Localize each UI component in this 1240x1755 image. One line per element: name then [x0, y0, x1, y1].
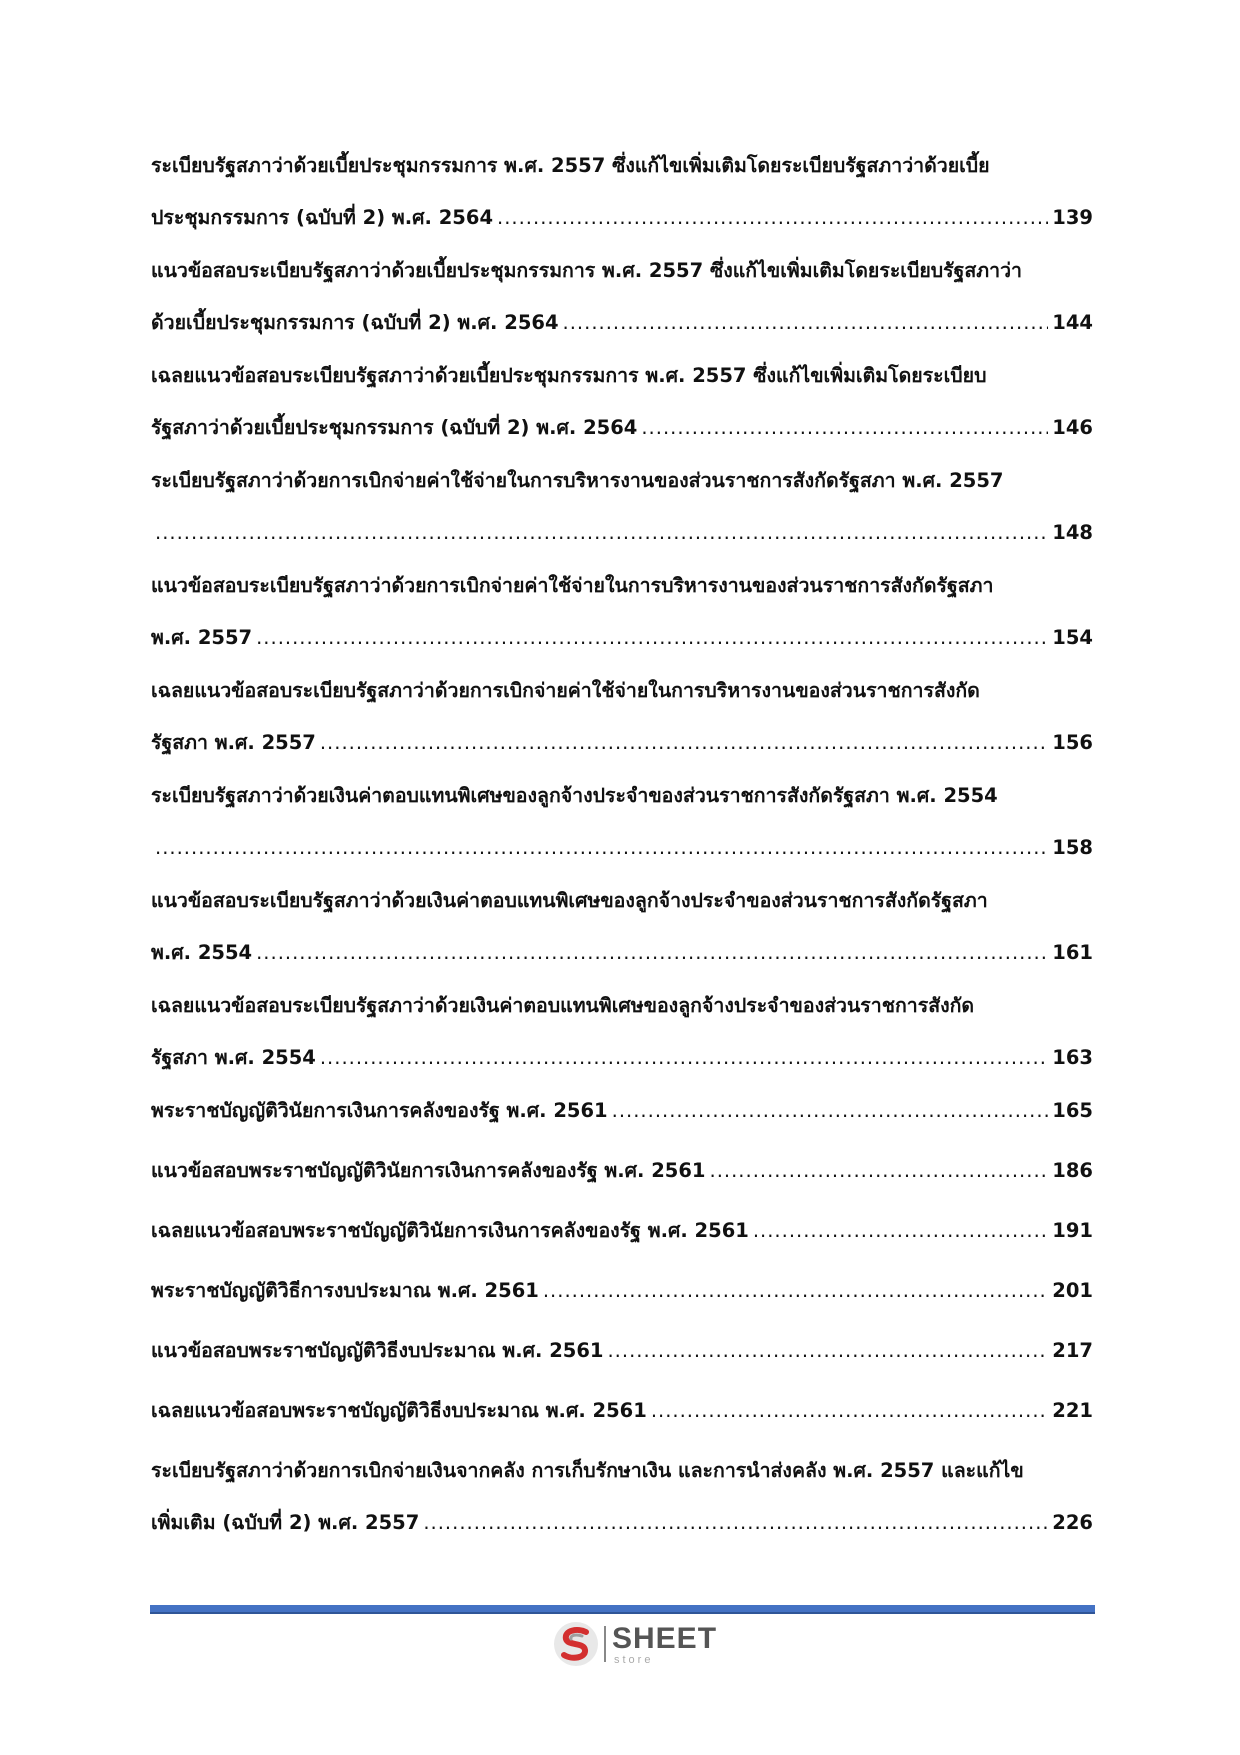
toc-entry-title: พระราชบัญญัติวิธีการงบประมาณ พ.ศ. 2561 [151, 1279, 539, 1302]
toc-entry[interactable] [151, 140, 1093, 244]
toc-page-number: 148 [1052, 521, 1093, 544]
dot-leader [753, 1205, 1048, 1257]
toc-page-number: 186 [1052, 1159, 1093, 1182]
toc-entry-title: ระเบียบรัฐสภาว่าด้วยการเบิกจ่ายเงินจากคลัง การเก็บรักษาเงิน และการนำส่งคลัง พ.ศ. 2557 และแก้ไข [151, 1459, 1024, 1482]
logo-separator [604, 1626, 606, 1662]
toc-entry[interactable] [151, 665, 1093, 769]
toc-entry-title: ระเบียบรัฐสภาว่าด้วยเบี้ยประชุมกรรมการ พ.ศ. 2557 ซึ่งแก้ไขเพิ่มเติมโดยระเบียบรัฐสภาว่าด้วยเบี้ย [151, 154, 990, 177]
toc-entry-title: เฉลยแนวข้อสอบระเบียบรัฐสภาว่าด้วยเบี้ยประชุมกรรมการ พ.ศ. 2557 ซึ่งแก้ไขเพิ่มเติมโดยระเบียบ [151, 364, 987, 387]
toc-entry[interactable] [151, 455, 1093, 559]
toc-entry-title: แนวข้อสอบระเบียบรัฐสภาว่าด้วยเงินค่าตอบแทนพิเศษของลูกจ้างประจำของส่วนราชการสังกัดรัฐสภา [151, 889, 988, 912]
toc-entry-title: แนวข้อสอบระเบียบรัฐสภาว่าด้วยเบี้ยประชุมกรรมการ พ.ศ. 2557 ซึ่งแก้ไขเพิ่มเติมโดยระเบียบรัฐสภาว่า [151, 259, 1022, 282]
dot-leader [651, 1385, 1048, 1437]
footer-divider [150, 1605, 1095, 1614]
sheet-store-logo-icon [552, 1620, 600, 1668]
dot-leader [607, 1325, 1048, 1377]
toc-entry-title-cont: พ.ศ. 2557 [151, 626, 253, 649]
toc-page-number: 165 [1052, 1099, 1093, 1122]
toc-entry-title-cont: เพิ่มเติม (ฉบับที่ 2) พ.ศ. 2557 [151, 1511, 420, 1534]
toc-page-number: 154 [1052, 626, 1093, 649]
dot-leader [320, 1032, 1048, 1084]
toc-entry[interactable] [151, 1085, 1093, 1137]
toc-page-number: 191 [1052, 1219, 1093, 1242]
toc-entry[interactable] [151, 1445, 1093, 1549]
toc-page-number: 144 [1052, 311, 1093, 334]
toc-entry[interactable] [151, 1145, 1093, 1197]
toc-entry-title-cont: ประชุมกรรมการ (ฉบับที่ 2) พ.ศ. 2564 [151, 206, 494, 229]
toc-entry[interactable] [151, 350, 1093, 454]
dot-leader [612, 1085, 1049, 1137]
dot-leader [320, 717, 1048, 769]
logo-wordmark: SHEET [612, 1622, 718, 1655]
toc-entry-title: แนวข้อสอบระเบียบรัฐสภาว่าด้วยการเบิกจ่ายค่าใช้จ่ายในการบริหารงานของส่วนราชการสังกัดรัฐสภา [151, 574, 994, 597]
toc-entry-title: แนวข้อสอบพระราชบัญญัติวิธีงบประมาณ พ.ศ. 2561 [151, 1339, 604, 1362]
dot-leader [423, 1497, 1048, 1549]
toc-page-number: 161 [1052, 941, 1093, 964]
sheet-store-logo [552, 1620, 732, 1670]
toc-entry-title: พระราชบัญญัติวินัยการเงินการคลังของรัฐ พ.ศ. 2561 [151, 1099, 608, 1122]
toc-page-number: 221 [1052, 1399, 1093, 1422]
toc-entry-title-cont: พ.ศ. 2554 [151, 941, 253, 964]
toc-entry-title: เฉลยแนวข้อสอบระเบียบรัฐสภาว่าด้วยเงินค่าตอบแทนพิเศษของลูกจ้างประจำของส่วนราชการสังกัด [151, 994, 975, 1017]
dot-leader [497, 192, 1048, 244]
toc-entry[interactable] [151, 875, 1093, 979]
toc-entry[interactable] [151, 1205, 1093, 1257]
dot-leader [256, 612, 1048, 664]
dot-leader [256, 927, 1048, 979]
dot-leader [710, 1145, 1049, 1197]
toc-page-number: 146 [1052, 416, 1093, 439]
toc-page-number: 158 [1052, 836, 1093, 859]
dot-leader [563, 297, 1049, 349]
toc-entry-title: เฉลยแนวข้อสอบพระราชบัญญัติวินัยการเงินการคลังของรัฐ พ.ศ. 2561 [151, 1219, 749, 1242]
toc-entry-title-cont: ด้วยเบี้ยประชุมกรรมการ (ฉบับที่ 2) พ.ศ. 2564 [151, 311, 559, 334]
toc-entry[interactable] [151, 980, 1093, 1084]
toc-entry[interactable] [151, 560, 1093, 664]
toc-entry[interactable] [151, 1325, 1093, 1377]
dot-leader [155, 507, 1048, 559]
dot-leader [543, 1265, 1048, 1317]
toc-entry-title: ระเบียบรัฐสภาว่าด้วยการเบิกจ่ายค่าใช้จ่ายในการบริหารงานของส่วนราชการสังกัดรัฐสภา พ.ศ. 2557 [151, 469, 1004, 492]
toc-page-number: 139 [1052, 206, 1093, 229]
toc-entry-title-cont: รัฐสภา พ.ศ. 2554 [151, 1046, 316, 1069]
toc-entry-title: แนวข้อสอบพระราชบัญญัติวินัยการเงินการคลังของรัฐ พ.ศ. 2561 [151, 1159, 706, 1182]
toc-page-number: 217 [1052, 1339, 1093, 1362]
toc-page-number: 156 [1052, 731, 1093, 754]
logo-subtext: store [614, 1654, 654, 1666]
dot-leader [641, 402, 1048, 454]
toc-page-number: 201 [1052, 1279, 1093, 1302]
toc-entry-title: ระเบียบรัฐสภาว่าด้วยเงินค่าตอบแทนพิเศษของลูกจ้างประจำของส่วนราชการสังกัดรัฐสภา พ.ศ. 2554 [151, 784, 998, 807]
toc-page-number: 226 [1052, 1511, 1093, 1534]
toc-entry-title: เฉลยแนวข้อสอบระเบียบรัฐสภาว่าด้วยการเบิกจ่ายค่าใช้จ่ายในการบริหารงานของส่วนราชการสังกัด [151, 679, 980, 702]
toc-entry[interactable] [151, 1385, 1093, 1437]
toc-entry[interactable] [151, 770, 1093, 874]
dot-leader [155, 822, 1048, 874]
toc-entry-title-cont: รัฐสภาว่าด้วยเบี้ยประชุมกรรมการ (ฉบับที่ 2) พ.ศ. 2564 [151, 416, 638, 439]
toc-entry-title: เฉลยแนวข้อสอบพระราชบัญญัติวิธีงบประมาณ พ.ศ. 2561 [151, 1399, 647, 1422]
toc-entry[interactable] [151, 245, 1093, 349]
toc-entry-title-cont: รัฐสภา พ.ศ. 2557 [151, 731, 316, 754]
toc-entry[interactable] [151, 1265, 1093, 1317]
toc-page-number: 163 [1052, 1046, 1093, 1069]
